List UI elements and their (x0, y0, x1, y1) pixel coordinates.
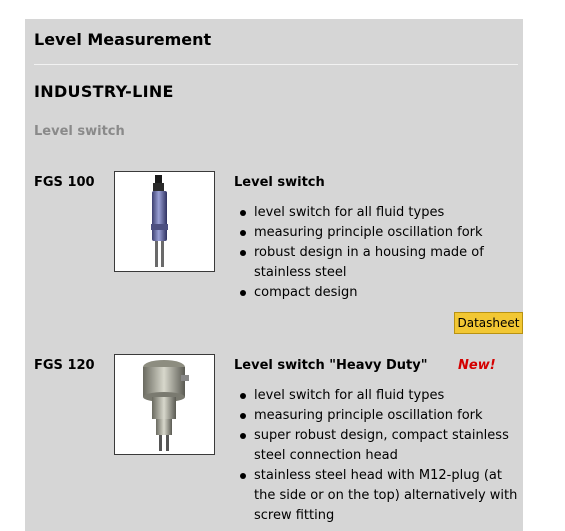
section-title: Level Measurement (34, 30, 212, 49)
product-image-fgs100[interactable] (114, 171, 215, 272)
divider (34, 64, 518, 65)
datasheet-button-fgs100[interactable]: Datasheet (454, 312, 523, 334)
new-badge: New! (458, 358, 496, 373)
category-title: INDUSTRY-LINE (34, 82, 174, 101)
content-panel (25, 19, 523, 531)
list-item: robust design in a housing made of stainless steel (234, 243, 519, 283)
feature-list-fgs120 (234, 386, 519, 526)
list-item: compact design (234, 283, 519, 303)
product-code-fgs100: FGS 100 (34, 175, 95, 190)
product-image-fgs120[interactable] (114, 354, 215, 455)
feature-list-fgs100 (234, 203, 519, 303)
product-title-fgs120: Level switch "Heavy Duty" (234, 358, 428, 373)
category-subtitle: Level switch (34, 124, 125, 139)
list-item: stainless steel head with M12-plug (at the side or on the top) alternatively with screw fitting (234, 466, 519, 526)
product-title-fgs100: Level switch (234, 175, 325, 190)
heavy-duty-switch-image (115, 355, 214, 454)
list-item: level switch for all fluid types (234, 386, 519, 406)
list-item: super robust design, compact stainless steel connection head (234, 426, 519, 466)
level-switch-fork-image (115, 172, 214, 271)
list-item: level switch for all fluid types (234, 203, 519, 223)
list-item: measuring principle oscillation fork (234, 223, 519, 243)
product-code-fgs120: FGS 120 (34, 358, 95, 373)
list-item: measuring principle oscillation fork (234, 406, 519, 426)
